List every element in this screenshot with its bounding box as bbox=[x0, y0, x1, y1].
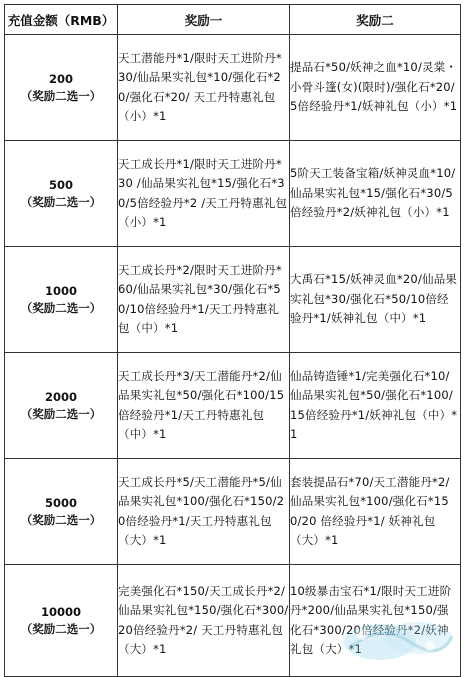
amount-note: （奖励二选一） bbox=[20, 194, 102, 209]
amount-note: （奖励二选一） bbox=[20, 300, 102, 315]
amount-note: （奖励二选一） bbox=[20, 512, 102, 527]
table-row bbox=[5, 565, 461, 677]
reward-two-cell: 5阶天工装备宝箱/妖神灵血*10/仙品果实礼包*15/强化石*30/5倍经验丹*2/妖神礼包（小）*1 bbox=[290, 141, 461, 247]
amount-cell bbox=[5, 565, 118, 677]
reward-one-cell: 天工成长丹*1/限时天工进阶丹*30 /仙品果实礼包*15/强化石*30/5倍经验丹*2 /天工丹特惠礼包（小）*1 bbox=[118, 141, 290, 247]
reward-two-cell: 仙品铸造锤*1/完美强化石*10/ 仙品果实礼包*50/强化石*100/15倍经验丹*1/妖神礼包（中）*1 bbox=[290, 353, 461, 459]
amount-cell bbox=[5, 353, 118, 459]
amount-cell bbox=[5, 35, 118, 141]
reward-one-cell: 天工潜能丹*1/限时天工进阶丹*30/仙品果实礼包*10/强化石*20/强化石*20/ 天工丹特惠礼包（小）*1 bbox=[118, 35, 290, 141]
amount-note: （奖励二选一） bbox=[20, 621, 102, 636]
header-reward-two: 奖励二 bbox=[290, 5, 461, 35]
amount-note: （奖励二选一） bbox=[20, 88, 102, 103]
amount-value: 2000 bbox=[44, 389, 77, 404]
amount-cell bbox=[5, 141, 118, 247]
table-header-row bbox=[5, 5, 461, 35]
table-row bbox=[5, 141, 461, 247]
header-amount: 充值金额（RMB） bbox=[5, 5, 118, 35]
amount-value: 200 bbox=[48, 71, 73, 86]
amount-cell bbox=[5, 459, 118, 565]
reward-one-cell: 天工成长丹*2/限时天工进阶丹*60/仙品果实礼包*30/强化石*50/10倍经验丹*1/天工丹特惠礼包（中）*1 bbox=[118, 247, 290, 353]
amount-value: 1000 bbox=[44, 283, 77, 298]
amount-note: （奖励二选一） bbox=[20, 406, 102, 421]
table-row bbox=[5, 353, 461, 459]
reward-two-cell: 大禹石*15/妖神灵血*20/仙品果实礼包*30/强化石*50/10倍经验丹*1/妖神礼包（中）*1 bbox=[290, 247, 461, 353]
amount-value: 5000 bbox=[44, 495, 77, 510]
reward-two-cell: 提品石*50/妖神之血*10/灵棠・小骨斗篷(女)(限时)/强化石*20/5倍经验丹*1/妖神礼包（小）*1 bbox=[290, 35, 461, 141]
table-row bbox=[5, 247, 461, 353]
amount-value: 500 bbox=[48, 177, 73, 192]
header-reward-one: 奖励一 bbox=[118, 5, 290, 35]
reward-one-cell: 天工成长丹*5/天工潜能丹*5/仙品果实礼包*100/强化石*150/20倍经验丹*1/天工丹特惠礼包（大）*1 bbox=[118, 459, 290, 565]
reward-two-cell: 套装提品石*70/天工潜能丹*2/仙品果实礼包*100/强化石*150/20 倍经验丹*1/ 妖神礼包（大）*1 bbox=[290, 459, 461, 565]
amount-value: 10000 bbox=[40, 604, 81, 619]
amount-cell bbox=[5, 247, 118, 353]
reward-two-cell: 10级暴击宝石*1/限时天工进阶丹*200/仙品果实礼包*150/强化石*300/20倍经验丹*2/妖神礼包（大）*1 bbox=[290, 565, 461, 677]
table-row bbox=[5, 459, 461, 565]
reward-one-cell: 完美强化石*150/天工成长丹*2/仙品果实礼包*150/强化石*300/20倍经验丹*2/ 天工丹特惠礼包（大）*1 bbox=[118, 565, 290, 677]
table-row bbox=[5, 35, 461, 141]
recharge-reward-table bbox=[4, 4, 461, 677]
reward-one-cell: 天工成长丹*3/天工潜能丹*2/仙品果实礼包*50/强化石*100/15倍经验丹*1/天工丹特惠礼包（中）*1 bbox=[118, 353, 290, 459]
